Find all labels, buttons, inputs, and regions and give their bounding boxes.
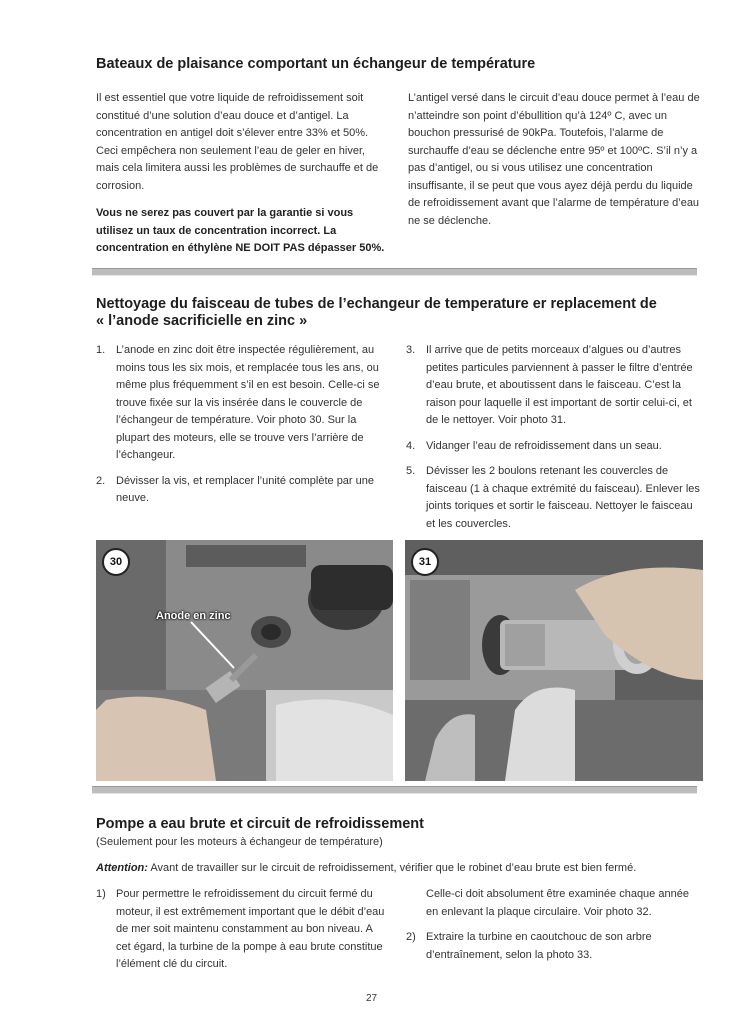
step-4 [406, 438, 702, 456]
section2-left-steps [96, 342, 388, 508]
step-text: Vidanger l’eau de refroidissement dans un seau. [426, 439, 662, 452]
section-divider-1 [92, 268, 697, 276]
section3-title: Pompe a eau brute et circuit de refroidissement [96, 816, 424, 832]
section-divider-2 [92, 786, 697, 794]
attention-note [96, 860, 706, 878]
section1-right-paragraph: L’antigel versé dans le circuit d’eau douce permet à l’eau de n’atteindre son point d’ébullition qu’à 124º C, avec un bouchon pressurisé de 90kPa. Toutefois, l’alarme de surchauffe d’eau se déclenche entre 95º et 100ºC. S’il n’y a pas d’antigel, ou si vous utilisez une concentration insuffisante, il se peut que vous ayez déjà perdu du liquide de refroidissement avant que l’alarme de température d’eau ne se déclenche. [408, 92, 700, 227]
section1-left-column [96, 90, 386, 258]
photo-30-badge: 30 [102, 548, 130, 576]
step-number: 2. [96, 474, 106, 487]
step-number: 1) [96, 888, 106, 900]
pump-step-2 [406, 929, 702, 964]
pump-step-1 [96, 886, 388, 974]
photo-31-badge: 31 [411, 548, 439, 576]
photo-31 [405, 540, 703, 781]
section2-title-line1: Nettoyage du faisceau de tubes de l’echangeur de temperature er replacement de [96, 296, 657, 312]
step-2 [96, 473, 388, 508]
section1-warranty-warning: Vous ne serez pas couvert par la garantie si vous utilisez un taux de concentration incorrect. La concentration en éthylène NE DOIT PAS dépasser 50%. [96, 207, 385, 254]
section2-title [96, 296, 706, 330]
section3-right-column [406, 886, 702, 964]
step-text: L’anode en zinc doit être inspectée régulièrement, au moins tous les six mois, et remplacée tous les ans, ou même plus fréquemment s’il en est besoin. Celle-ci se trouve fixée sur la vis insérée dans le couvercle de l’échangeur de température. Voir photo 30. Sur la plupart des moteurs, elle se trouve vers l’arrière de l’échangeur. [116, 344, 380, 461]
step-text: Extraire la turbine en caoutchouc de son arbre d’entraînement, selon la photo 33. [426, 931, 652, 961]
section3-left-steps [96, 886, 388, 974]
step-5 [406, 463, 702, 533]
step-text: Pour permettre le refroidissement du circuit fermé du moteur, il est extrêmement important que le débit d’eau de mer soit maintenu constamment au bon niveau. A cet égard, la turbine de la pompe à eau brute constitue l’élément clé du circuit. [116, 888, 385, 970]
step-number: 4. [406, 439, 416, 452]
step-number: 3. [406, 344, 416, 356]
section3-subtitle: (Seulement pour les moteurs à échangeur de température) [96, 836, 383, 848]
page-number: 27 [365, 993, 378, 1004]
step-text: Dévisser la vis, et remplacer l’unité complète par une neuve. [116, 474, 375, 504]
photo-30 [96, 540, 393, 781]
step-number: 2) [406, 931, 416, 943]
step-number: 5. [406, 465, 416, 477]
step-text: Dévisser les 2 boulons retenant les couvercles de faisceau (1 à chaque extrémité du faisceau). Enlever les joints toriques et sortir le faisceau. Nettoyer le faisceau et les couvercles. [426, 465, 700, 530]
photo-30-image [96, 540, 393, 781]
section1-left-paragraph: Il est essentiel que votre liquide de refroidissement soit constitué d’une solution d’eau douce et d’antigel. La concentration en antigel doit s’élever entre 33% et 50%. Ceci empêchera non seulement l’eau de geler en hiver, mais cela limitera aussi les problèmes de surchauffe et de corrosion. [96, 92, 379, 192]
section2-right-steps [406, 342, 702, 533]
step-1 [96, 342, 388, 465]
section1-title: Bateaux de plaisance comportant un échangeur de température [96, 56, 536, 72]
pump-step-1-continued: Celle-ci doit absolument être examinée chaque année en enlevant la plaque circulaire. Voir photo 32. [426, 888, 689, 918]
section1-right-column [408, 90, 700, 230]
step-number: 1. [96, 344, 106, 356]
step-3 [406, 342, 702, 430]
attention-label: Attention: [96, 862, 148, 874]
attention-text: Avant de travailler sur le circuit de refroidissement, vérifier que le robinet d’eau brute est bien fermé. [147, 862, 637, 874]
photo-31-image [405, 540, 703, 781]
anode-label: Anode en zinc [156, 610, 231, 622]
section2-title-line2: « l’anode sacrificielle en zinc » [96, 313, 308, 329]
step-text: Il arrive que de petits morceaux d’algues ou d’autres petites particules parviennent à passer le filtre d’entrée d’eau brute, et aboutissent dans le faisceau. C’est la raison pour laquelle il est important de sortir celui-ci, et de le nettoyer. Voir photo 31. [426, 344, 693, 426]
